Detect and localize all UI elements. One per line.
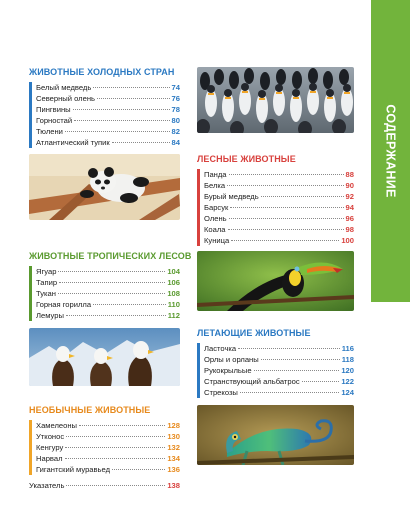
- entry-page: 112: [167, 311, 180, 320]
- entry-name: Ягуар: [36, 267, 57, 276]
- entry-page: 106: [167, 278, 180, 287]
- entry-name: Странствующий альбатрос: [204, 377, 300, 386]
- entry-page: 130: [167, 432, 180, 441]
- entry-page: 136: [167, 465, 180, 474]
- leader-dots: [93, 87, 169, 88]
- toc-entry[interactable]: [36, 93, 180, 104]
- section-title: ЖИВОТНЫЕ ХОЛОДНЫХ СТРАН: [29, 67, 175, 77]
- entry-name: Олень: [204, 214, 227, 223]
- entry-name: Хамелеоны: [36, 421, 78, 430]
- entry-page: 134: [167, 454, 180, 463]
- leader-dots: [240, 392, 339, 393]
- leader-dots: [79, 425, 165, 426]
- entry-page: 94: [345, 203, 354, 212]
- section-forest-animals: [197, 154, 354, 246]
- toc-entry[interactable]: [36, 115, 180, 126]
- section-title: ЛЕСНЫЕ ЖИВОТНЫЕ: [197, 154, 296, 164]
- leader-dots: [65, 447, 165, 448]
- leader-dots: [74, 120, 169, 121]
- entry-page: 88: [345, 170, 354, 179]
- leader-dots: [228, 229, 344, 230]
- section-flying-animals: [197, 328, 354, 398]
- toc-list: [29, 266, 180, 321]
- entry-page: 132: [167, 443, 180, 452]
- entry-page: 138: [167, 481, 180, 490]
- leader-dots: [58, 293, 165, 294]
- entry-page: 84: [171, 138, 180, 147]
- entry-page: 78: [171, 105, 180, 114]
- toc-entry[interactable]: [204, 235, 354, 246]
- toc-entry[interactable]: [36, 431, 180, 442]
- entry-name: Горная горилла: [36, 300, 92, 309]
- leader-dots: [66, 436, 165, 437]
- leader-dots: [302, 381, 340, 382]
- leader-dots: [231, 240, 339, 241]
- toc-entry-index[interactable]: [29, 480, 180, 491]
- contents-tab-label: СОДЕРЖАНИЕ: [383, 104, 398, 198]
- toc-list: [197, 343, 354, 398]
- toc-list: [29, 420, 180, 475]
- entry-name: Стрекозы: [204, 388, 238, 397]
- entry-name: Белый медведь: [36, 83, 92, 92]
- section-tropical-animals: [29, 251, 192, 321]
- toc-list: [197, 169, 354, 246]
- entry-name: Коала: [204, 225, 226, 234]
- entry-name: Бурый медведь: [204, 192, 259, 201]
- entry-page: 100: [341, 236, 354, 245]
- toc-entry[interactable]: [36, 104, 180, 115]
- leader-dots: [227, 185, 343, 186]
- leader-dots: [238, 348, 340, 349]
- entry-name: Тапир: [36, 278, 58, 287]
- entry-page: 108: [167, 289, 180, 298]
- entry-name: Орлы и орланы: [204, 355, 259, 364]
- leader-dots: [93, 304, 166, 305]
- section-title: НЕОБЫЧНЫЕ ЖИВОТНЫЕ: [29, 405, 151, 415]
- panda-photo: [29, 154, 180, 220]
- entry-name: Утконос: [36, 432, 65, 441]
- leader-dots: [112, 142, 170, 143]
- entry-name: Белка: [204, 181, 226, 190]
- entry-name: Куница: [204, 236, 230, 245]
- entry-name: Пингвины: [36, 105, 71, 114]
- toc-entry[interactable]: [36, 137, 180, 148]
- leader-dots: [73, 109, 170, 110]
- entry-page: 80: [171, 116, 180, 125]
- penguins-photo: [197, 67, 354, 133]
- entry-name: Тукан: [36, 289, 56, 298]
- entry-page: 74: [171, 83, 180, 92]
- leader-dots: [97, 98, 170, 99]
- section-title: ЖИВОТНЫЕ ТРОПИЧЕСКИХ ЛЕСОВ: [29, 251, 192, 261]
- leader-dots: [229, 174, 344, 175]
- toc-entry[interactable]: [36, 310, 180, 321]
- section-title: ЛЕТАЮЩИЕ ЖИВОТНЫЕ: [197, 328, 311, 338]
- toc-entry[interactable]: [36, 453, 180, 464]
- toc-entry[interactable]: [204, 387, 354, 398]
- entry-name: Атлантический тупик: [36, 138, 110, 147]
- entry-page: 82: [171, 127, 180, 136]
- toc-entry[interactable]: [204, 224, 354, 235]
- entry-name: Горностай: [36, 116, 73, 125]
- entry-page: 118: [341, 355, 354, 364]
- toc-entry[interactable]: [204, 354, 354, 365]
- chameleon-photo: [197, 405, 354, 465]
- chameleon-illustration: [197, 405, 354, 465]
- toc-list: [29, 82, 180, 148]
- toucan-photo: [197, 251, 354, 311]
- entry-name: Рукокрыльые: [204, 366, 252, 375]
- toc-entry[interactable]: [36, 277, 180, 288]
- leader-dots: [229, 218, 344, 219]
- leader-dots: [261, 359, 340, 360]
- entry-page: 120: [341, 366, 354, 375]
- entry-page: 128: [167, 421, 180, 430]
- toc-entry[interactable]: [36, 464, 180, 475]
- toucan-illustration: [197, 251, 354, 311]
- entry-page: 90: [345, 181, 354, 190]
- toc-entry[interactable]: [204, 169, 354, 180]
- toc-entry[interactable]: [204, 191, 354, 202]
- penguins-illustration: [197, 67, 354, 133]
- entry-name: Ласточка: [204, 344, 237, 353]
- leader-dots: [66, 315, 166, 316]
- entry-name: Тюлени: [36, 127, 63, 136]
- leader-dots: [261, 196, 344, 197]
- panda-illustration: [29, 154, 180, 220]
- section-cold-countries: [29, 67, 180, 148]
- toc-entry[interactable]: [36, 299, 180, 310]
- eagles-illustration: [29, 328, 180, 386]
- leader-dots: [112, 469, 165, 470]
- entry-name: Гигантский муравьед: [36, 465, 110, 474]
- toc-entry[interactable]: [36, 288, 180, 299]
- toc-entry[interactable]: [36, 126, 180, 137]
- entry-page: 116: [341, 344, 354, 353]
- toc-entry[interactable]: [36, 82, 180, 93]
- entry-page: 96: [345, 214, 354, 223]
- leader-dots: [254, 370, 340, 371]
- toc-entry[interactable]: [204, 213, 354, 224]
- entry-page: 104: [167, 267, 180, 276]
- leader-dots: [66, 485, 165, 486]
- entry-name: Нарвал: [36, 454, 63, 463]
- entry-name: Лемуры: [36, 311, 64, 320]
- entry-page: 98: [345, 225, 354, 234]
- toc-entry[interactable]: [36, 266, 180, 277]
- entry-name: Барсук: [204, 203, 229, 212]
- entry-name: Панда: [204, 170, 227, 179]
- section-unusual-animals: [29, 405, 180, 475]
- toc-entry[interactable]: [36, 420, 180, 431]
- entry-name: Северный олень: [36, 94, 95, 103]
- entry-page: 92: [345, 192, 354, 201]
- entry-page: 122: [341, 377, 354, 386]
- toc-entry[interactable]: [204, 343, 354, 354]
- toc-entry[interactable]: [204, 202, 354, 213]
- entry-page: 124: [341, 388, 354, 397]
- entry-name: Указатель: [29, 481, 65, 490]
- toc-entry[interactable]: [204, 376, 354, 387]
- leader-dots: [58, 271, 165, 272]
- eagles-photo: [29, 328, 180, 386]
- entry-name: Кенгуру: [36, 443, 64, 452]
- leader-dots: [65, 458, 166, 459]
- toc-entry[interactable]: [204, 180, 354, 191]
- toc-entry[interactable]: [36, 442, 180, 453]
- entry-page: 76: [171, 94, 180, 103]
- contents-side-tab: [371, 0, 410, 302]
- leader-dots: [230, 207, 343, 208]
- leader-dots: [65, 131, 170, 132]
- leader-dots: [59, 282, 165, 283]
- toc-entry[interactable]: [204, 365, 354, 376]
- entry-page: 110: [167, 300, 180, 309]
